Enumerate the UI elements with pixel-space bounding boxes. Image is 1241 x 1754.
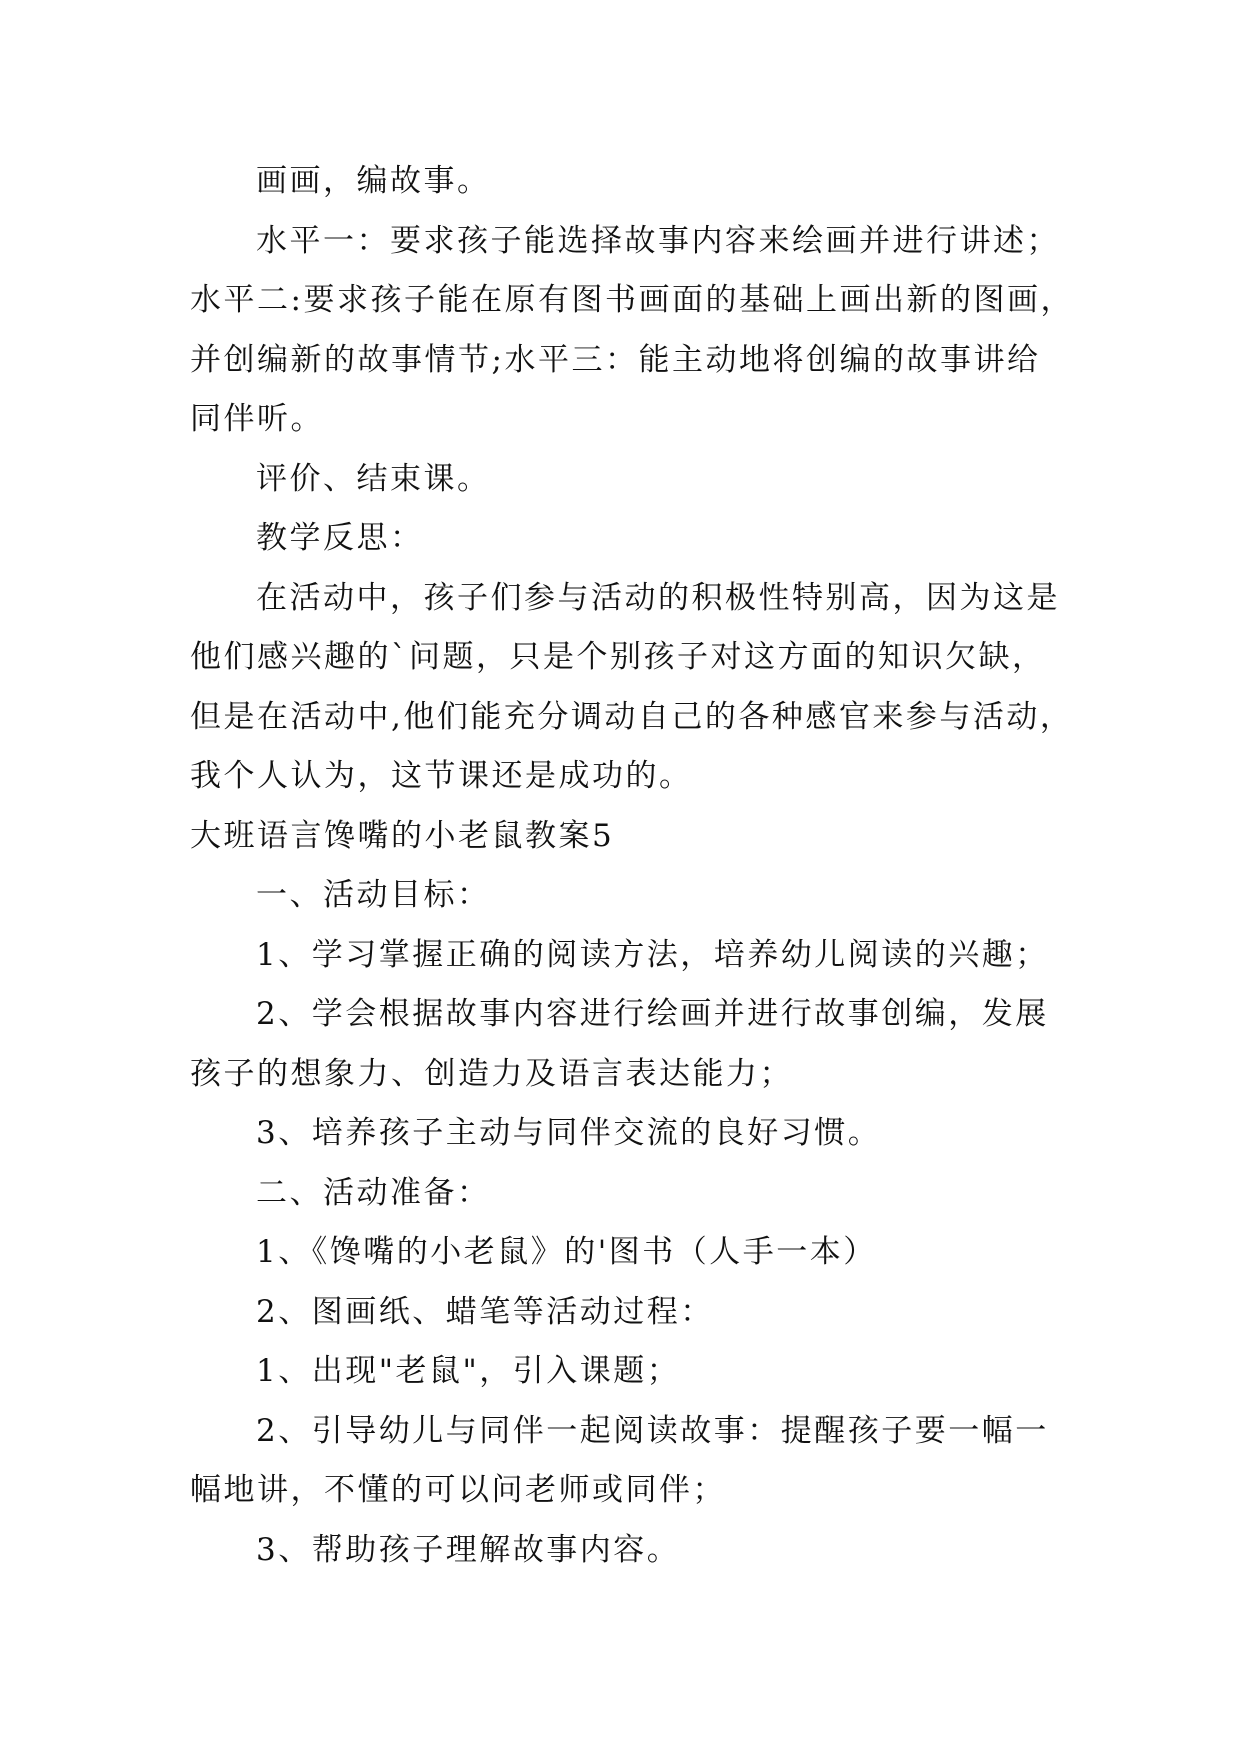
paragraph-line: 孩子的想象力、创造力及语言表达能力； [190, 1055, 793, 1092]
list-item: 3、培养孩子主动与同伴交流的良好习惯。 [256, 1115, 882, 1151]
paragraph-line: 我个人认为，这节课还是成功的。 [190, 758, 693, 794]
section-heading: 一、活动目标： [256, 877, 491, 913]
list-item: 2、图画纸、蜡笔等活动过程： [256, 1293, 714, 1330]
paragraph-line: 幅地讲，不懂的可以问老师或同伴； [190, 1472, 726, 1508]
list-item: 2、学会根据故事内容进行绘画并进行故事创编，发展 [256, 996, 1049, 1032]
paragraph-line: 在活动中，孩子们参与活动的积极性特别高，因为这是 [256, 579, 1060, 616]
list-item: 1、学习掌握正确的阅读方法，培养幼儿阅读的兴趣； [256, 936, 1049, 973]
section-heading: 教学反思： [256, 520, 424, 556]
document-title: 大班语言馋嘴的小老鼠教案5 [190, 817, 615, 854]
section-heading: 二、活动准备： [256, 1174, 491, 1211]
paragraph-line: 水平一：要求孩子能选择故事内容来绘画并进行讲述； [256, 222, 1060, 259]
list-item: 3、帮助孩子理解故事内容。 [256, 1531, 681, 1568]
paragraph-line: 并创编新的故事情节;水平三：能主动地将创编的故事讲给 [190, 341, 1041, 378]
paragraph-line: 但是在活动中,他们能充分调动自己的各种感官来参与活动， [190, 698, 1074, 735]
paragraph-line: 同伴听。 [190, 401, 324, 437]
list-item: 1、《馋嘴的小老鼠》的'图书（人手一本） [256, 1234, 877, 1270]
paragraph-line: 画画，编故事。 [256, 163, 491, 199]
list-item: 2、引导幼儿与同伴一起阅读故事：提醒孩子要一幅一 [256, 1412, 1049, 1449]
list-item: 1、出现"老鼠"，引入课题； [256, 1353, 681, 1389]
paragraph-line: 水平二:要求孩子能在原有图书画面的基础上画出新的图画， [190, 282, 1074, 318]
paragraph-line: 评价、结束课。 [256, 460, 491, 497]
document-body [190, 152, 1090, 1580]
paragraph-line: 他们感兴趣的`问题，只是个别孩子对这方面的知识欠缺， [190, 639, 1046, 675]
